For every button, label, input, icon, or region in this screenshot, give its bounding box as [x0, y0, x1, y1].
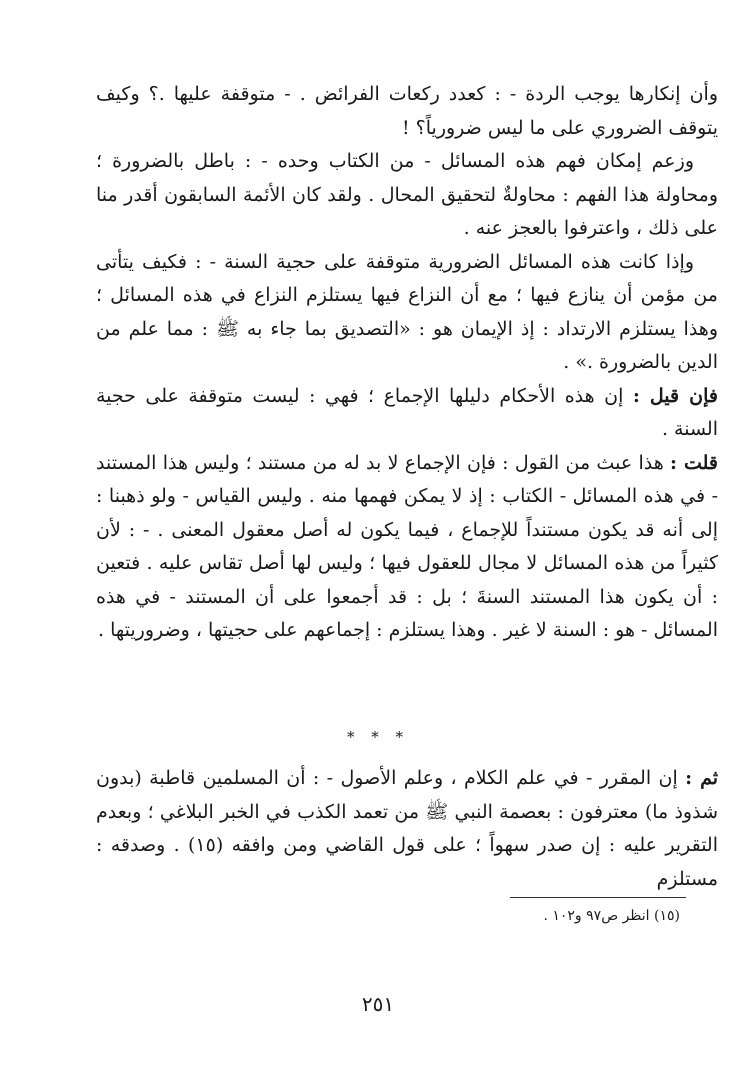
paragraph-2 [96, 145, 718, 246]
footnote-divider [510, 897, 686, 898]
paragraph-5-lead: قلت : [670, 451, 718, 474]
paragraph-3-text: وإذا كانت هذه المسائل الضرورية متوقفة على حجية السنة - : فكيف يتأتى من مؤمن أن ينازع فيها ؛ مع أن النزاع فيها يستلزم النزاع في هذه المسائل ؛ وهذا يستلزم الارتداد : إذ الإيمان هو : «التصديق بما جاء به ﷺ : مما علم من الدين بالضرورة .» . [96, 250, 718, 373]
paragraph-2-text: وزعم إمكان فهم هذه المسائل - من الكتاب وحده - : باطل بالضرورة ؛ ومحاولة هذا الفهم : محاولةٌ لتحقيق المحال . ولقد كان الأئمة السابقون أقدر منا على ذلك ، واعترفوا بالعجز عنه . [96, 150, 718, 239]
paragraph-6-text: إن المقرر - في علم الكلام ، وعلم الأصول - : أن المسلمين قاطبة (بدون شذوذ ما) معترفون : بعصمة النبي ﷺ من تعمد الكذب في الخبر البلاغي ؛ وبعدم التقرير عليه : إن صدر سهواً ؛ على قول القاضي ومن وافقه (١٥) . وصدقه : مستلزم [96, 767, 718, 890]
paragraph-5 [96, 447, 718, 648]
page-number: ٢٥١ [361, 992, 395, 1016]
paragraph-5-text: هذا عبث من القول : فإن الإجماع لا بد له من مستند ؛ وليس هذا المستند - في هذه المسائل - الكتاب : إذ لا يمكن فهمها منه . وليس القياس - ولو ذهبنا : إلى أنه قد يكون مستنداً للإجماع ، فيما يكون له أصل معقول المعنى . - : لأن كثيراً من هذه المسائل لا مجال للعقول فيها ؛ وليس لها أصل تقاس عليه . فتعين : أن يكون هذا المستند السنةَ ؛ بل : قد أجمعوا على أن المستند - في هذه المسائل - هو : السنة لا غير . وهذا يستلزم : إجماعهم على حجيتها ، وضروريتها . [96, 451, 718, 641]
main-text-upper [96, 78, 718, 648]
footnote: (١٥) انظر ص٩٧ و١٠٢ . [543, 908, 680, 924]
paragraph-1-text: وأن إنكارها يوجب الردة - : كعدد ركعات الفرائض . - متوقفة عليها .؟ وكيف يتوقف الضروري على ما ليس ضرورياً؟ ! [96, 83, 718, 139]
paragraph-6-lead: ثم : [685, 767, 719, 789]
paragraph-1 [96, 78, 718, 145]
paragraph-4-text: إن هذه الأحكام دليلها الإجماع ؛ فهي : ليست متوقفة على حجية السنة . [96, 384, 718, 440]
paragraph-4-lead: فإن قيل : [632, 384, 718, 407]
paragraph-3 [96, 246, 718, 380]
main-text-lower [96, 762, 718, 896]
paragraph-4 [96, 380, 718, 447]
paragraph-6 [96, 762, 718, 896]
section-separator: * * * [346, 728, 410, 746]
